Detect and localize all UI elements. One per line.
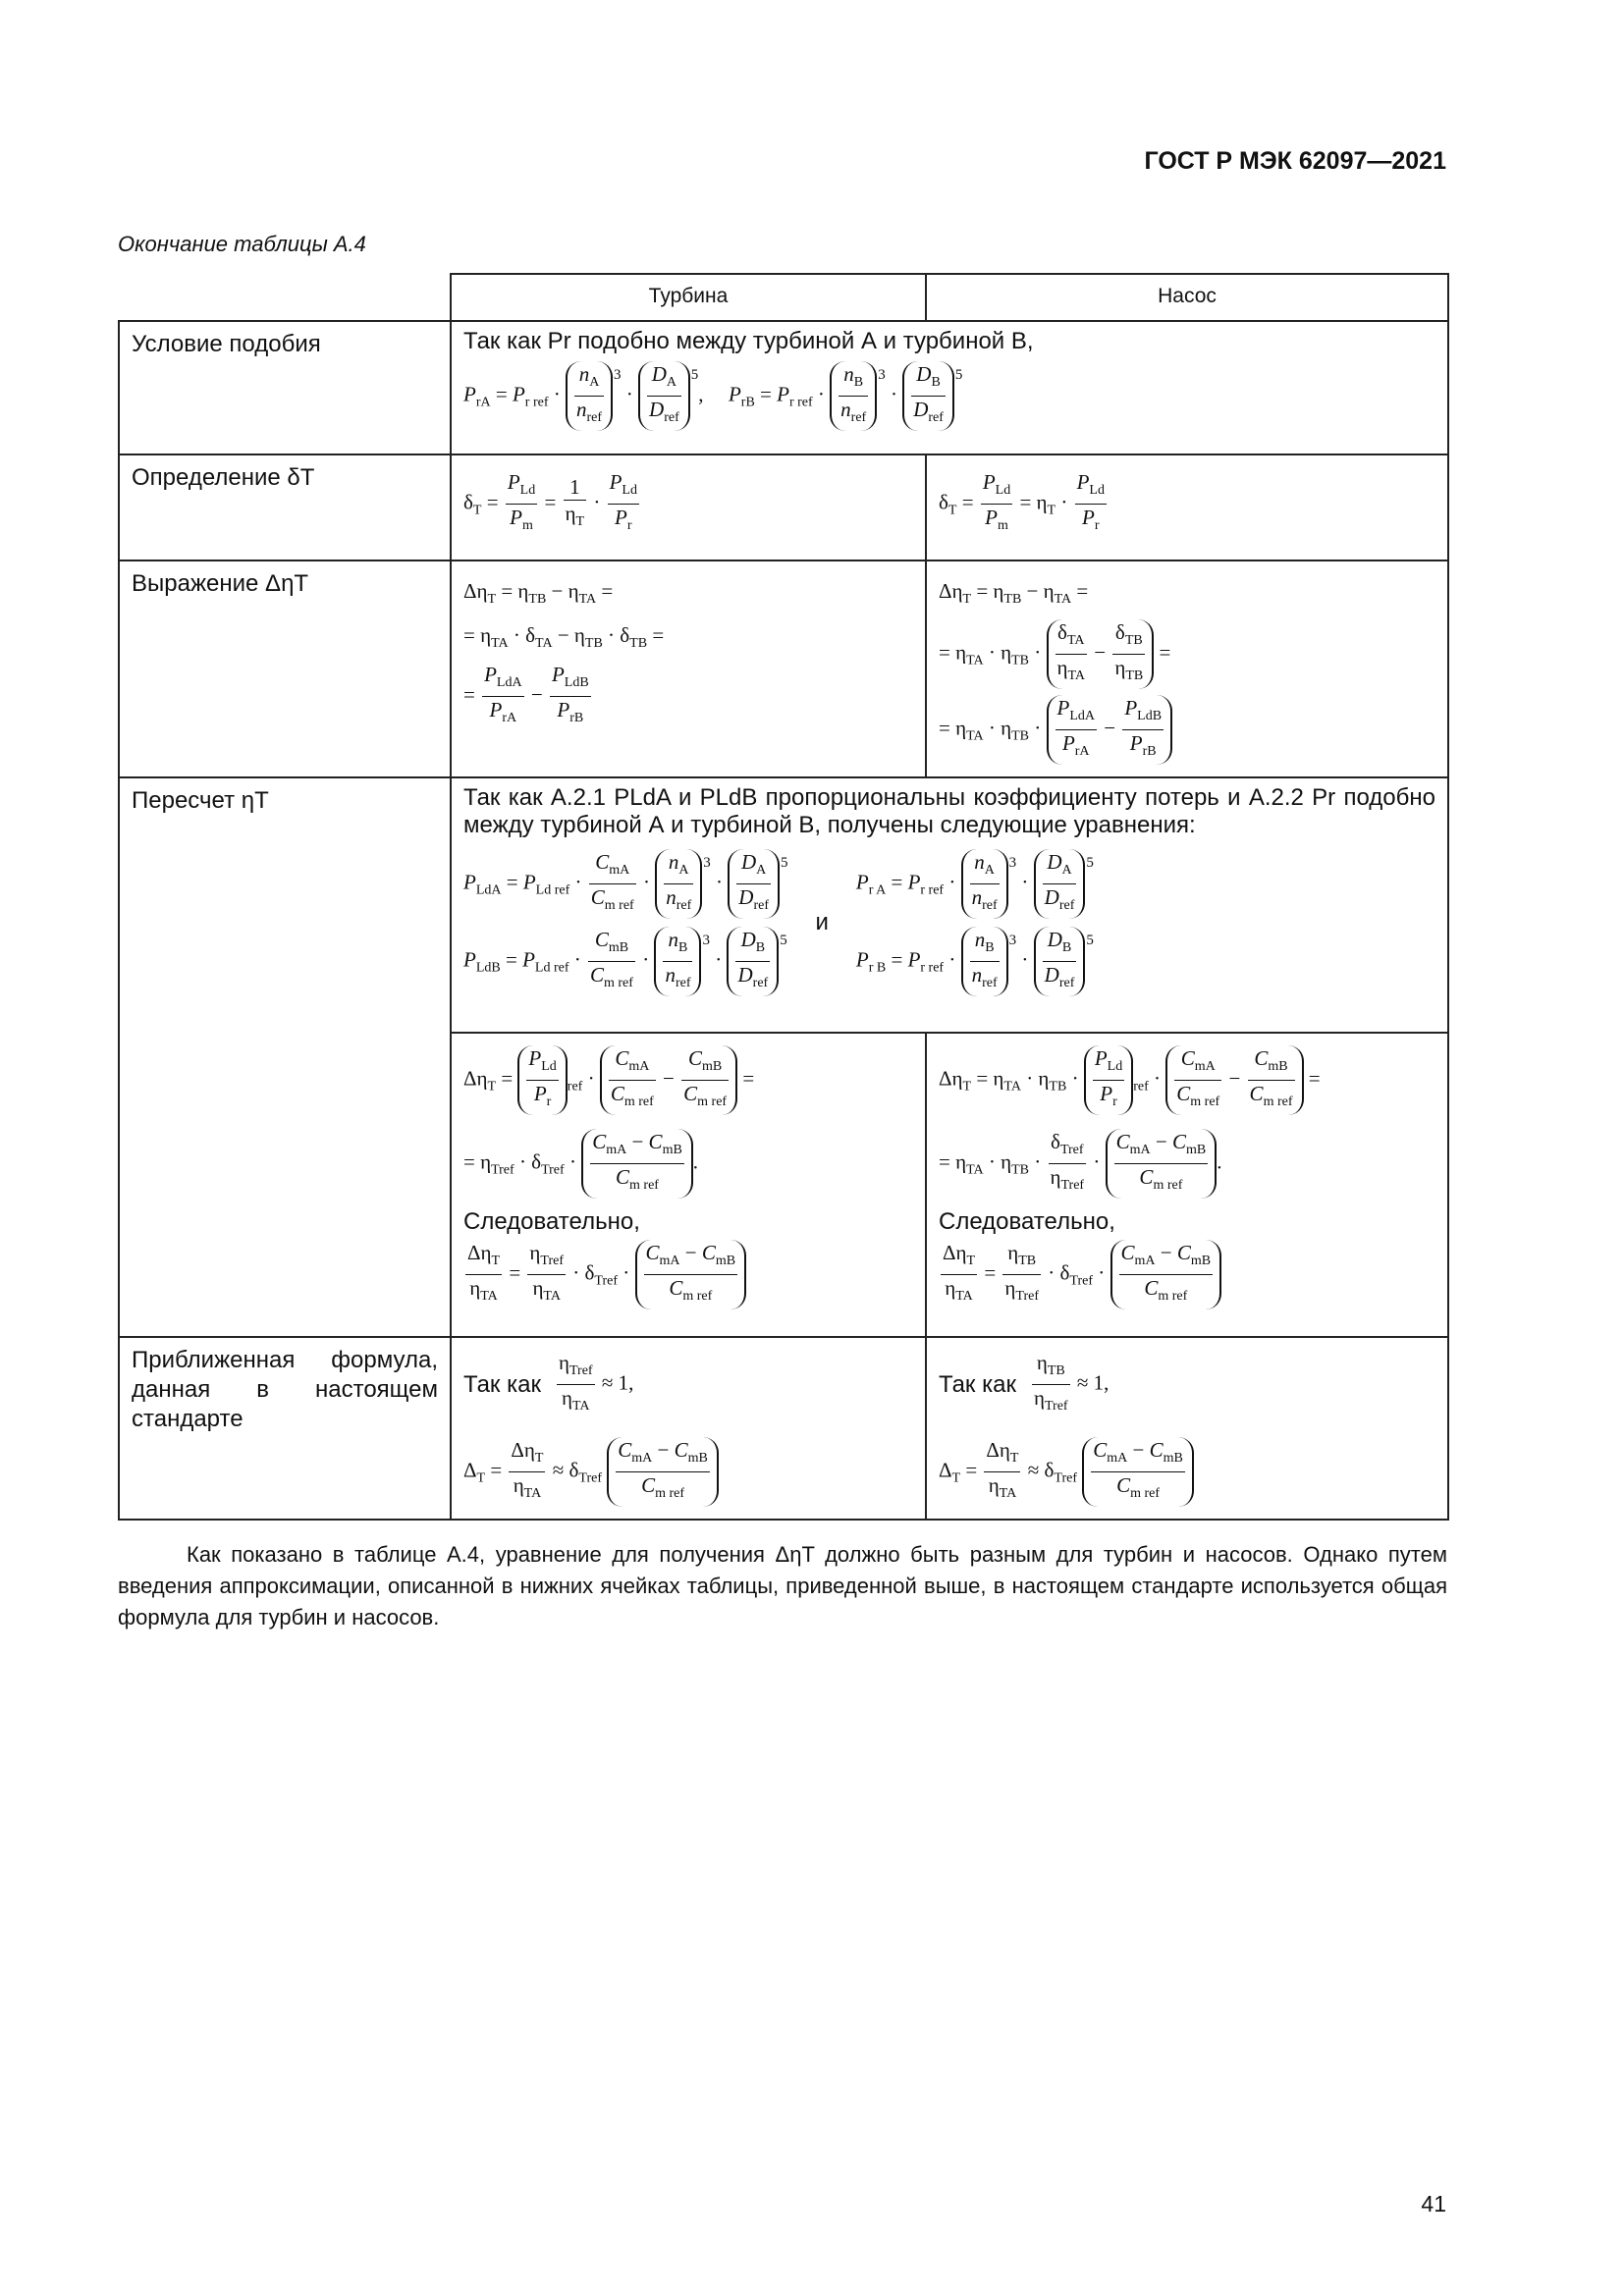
formula-pr-b: $P_{r B} = P_{r ref}$ · $\frac{n_B}{n_{ref}}$ $^3$ · $\frac{D_B}{D_{ref}}$ $^5$: [856, 927, 1094, 996]
since-pump: Так как: [939, 1370, 1016, 1398]
formula-plda: $P_{LdA} = P_{Ld ref}$ · $\frac{C_{mA}}{C_{m ref}}$ · $\frac{n_A}{n_{ref}}$ $^3$ · $\frac{D_A}{D_{ref}}$ $^5$: [463, 849, 787, 919]
column-header-turbine: Турбина: [451, 274, 926, 321]
column-header-pump: Насос: [926, 274, 1448, 321]
formula-pldb: $P_{LdB} = P_{Ld ref}$ · $\frac{C_{mB}}{C_{m ref}}$ · $\frac{n_B}{n_{ref}}$ $^3$ · $\frac{D_B}{D_{ref}}$ $^5$: [463, 927, 787, 996]
similarity-intro: Так как Pr подобно между турбиной А и турбиной В,: [463, 328, 1034, 354]
formula-delta-turbine: $\delta_T$ = $\frac{P_{Ld}}{P_m}$ = $\frac{1}{\eta_T}$ · $\frac{P_{Ld}}{P_r}$: [463, 470, 637, 533]
formula-recalc-turbine-1: $\Delta\eta_T$ = $\frac{P_{Ld}}{P_r}$ $_{ref}$ · $\frac{C_{mA}}{C_{m ref}}$ − $\frac{C_{mB}}{C_{m ref}}$ =: [463, 1045, 913, 1115]
formula-recalc-turbine-2: = $\eta_{Tref} \cdot \delta_{Tref}$ · $\frac{C_{mA} - C_{mB}}{C_{m ref}}$ .: [463, 1129, 913, 1199]
row-approx: [119, 1337, 1448, 1520]
formula-eta-turbine-2: = $\eta_{TA} \cdot \delta_{TA} - \eta_{TB} \cdot \delta_{TB}$ =: [463, 623, 665, 651]
formula-recalc-pump-1: $\Delta\eta_T = \eta_{TA} \cdot \eta_{TB}$ · $\frac{P_{Ld}}{P_r}$ $_{ref}$ · $\frac{C_{mA}}{C_{m ref}}$ − $\frac{C_{mB}}{C_{m ref}}$ =: [939, 1045, 1435, 1115]
row-label-recalc: Пересчет ηT: [119, 777, 451, 1337]
row-label-similarity: Условие подобия: [119, 321, 451, 454]
recalc-intro: Так как А.2.1 PLdA и PLdB пропорциональны коэффициенту потерь и А.2.2 Pr подобно между турбиной А и турбиной В, получены следующие уравнения:: [463, 784, 1435, 838]
row-label-approx: Приближенная формула, данная в настоящем стандарте: [119, 1337, 451, 1520]
similarity-table: [118, 273, 1449, 1521]
formula-recalc-turbine-3: $\frac{\Delta\eta_T}{\eta_{TA}}$ = $\frac{\eta_{Tref}}{\eta_{TA}}$ · $\delta_{Tref}$ · $\frac{C_{mA} - C_{mB}}{C_{m ref}}$: [463, 1240, 913, 1309]
row-label-expression: Выражение ΔηT: [119, 561, 451, 777]
similarity-formulas: [452, 361, 1447, 431]
therefore-turbine: Следовательно,: [463, 1208, 640, 1235]
therefore-pump: Следовательно,: [939, 1208, 1115, 1235]
formula-eta-pump-2: = $\eta_{TA} \cdot \eta_{TB}$ · $\frac{\delta_{TA}}{\eta_{TA}}$ − $\frac{\delta_{TB}}{\eta_{TB}}$ =: [939, 619, 1435, 689]
document-number: ГОСТ Р МЭК 62097—2021: [1144, 147, 1446, 175]
row-label-definition: Определение δT: [119, 454, 451, 561]
formula-pra: $P_{rA} = P_{r ref}$ · $\frac{n_A}{n_{ref}}$ $^3$ · $\frac{D_A}{D_{ref}}$ $^5$,: [463, 361, 725, 431]
table-caption: Окончание таблицы А.4: [118, 232, 366, 256]
table-header-row: [119, 274, 1448, 321]
formula-pr-a: $P_{r A} = P_{r ref}$ · $\frac{n_A}{n_{ref}}$ $^3$ · $\frac{D_A}{D_{ref}}$ $^5$: [856, 849, 1094, 919]
formula-approx-turbine-2: $\Delta_T$ = $\frac{\Delta\eta_T}{\eta_{TA}}$ ≈ $\delta_{Tref}$ $\frac{C_{mA} - C_{mB}}{C_{m ref}}$: [463, 1437, 913, 1507]
formula-delta-pump: $\delta_T$ = $\frac{P_{Ld}}{P_m}$ = $\eta_T$ · $\frac{P_{Ld}}{P_r}$: [939, 470, 1105, 533]
formula-approx-pump-2: $\Delta_T$ = $\frac{\Delta\eta_T}{\eta_{TA}}$ ≈ $\delta_{Tref}$ $\frac{C_{mA} - C_{mB}}{C_{m ref}}$: [939, 1437, 1435, 1507]
formula-prb: $P_{rB} = P_{r ref}$ · $\frac{n_B}{n_{ref}}$ $^3$ · $\frac{D_B}{D_{ref}}$ $^5$: [729, 361, 962, 431]
recalc-conjunction: и: [815, 909, 829, 935]
row-definition: [119, 454, 1448, 561]
body-paragraph: [118, 1539, 1447, 1633]
row-expression: [119, 561, 1448, 777]
formula-eta-pump-3: = $\eta_{TA} \cdot \eta_{TB}$ · $\frac{P_{LdA}}{P_{rA}}$ − $\frac{P_{LdB}}{P_{rB}}$: [939, 695, 1435, 765]
formula-eta-turbine-3: = $\frac{P_{LdA}}{P_{rA}}$ − $\frac{P_{LdB}}{P_{rB}}$: [463, 663, 589, 725]
body-text: Как показано в таблице А.4, уравнение для получения ΔηT должно быть разным для турбин и насосов. Однако путем введения аппроксимации, описанной в нижних ячейках таблицы, приведенной выше, в настоящем стандарте используется общая формула для турбин и насосов.: [118, 1542, 1447, 1629]
recalc-formulas: [452, 845, 1447, 1000]
row-recalc: [119, 777, 1448, 1033]
since-turbine: Так как: [463, 1370, 541, 1398]
page-number: 41: [1421, 2191, 1446, 2216]
row-similarity: [119, 321, 1448, 454]
formula-recalc-pump-3: $\frac{\Delta\eta_T}{\eta_{TA}}$ = $\frac{\eta_{TB}}{\eta_{Tref}}$ · $\delta_{Tref}$ · $\frac{C_{mA} - C_{mB}}{C_{m ref}}$: [939, 1240, 1435, 1309]
formula-eta-turbine-1: $\Delta\eta_T = \eta_{TB} - \eta_{TA}$ =: [463, 579, 614, 607]
formula-approx-pump-1: $\frac{\eta_{TB}}{\eta_{Tref}}$ ≈ 1,: [1033, 1351, 1110, 1414]
formula-eta-pump-1: $\Delta\eta_T = \eta_{TB} - \eta_{TA}$ =: [939, 579, 1089, 607]
formula-approx-turbine-1: $\frac{\eta_{Tref}}{\eta_{TA}}$ ≈ 1,: [558, 1351, 634, 1414]
formula-recalc-pump-2: = $\eta_{TA} \cdot \eta_{TB}$ · $\frac{\delta_{Tref}}{\eta_{Tref}}$ · $\frac{C_{mA} - C_{mB}}{C_{m ref}}$ .: [939, 1129, 1435, 1199]
